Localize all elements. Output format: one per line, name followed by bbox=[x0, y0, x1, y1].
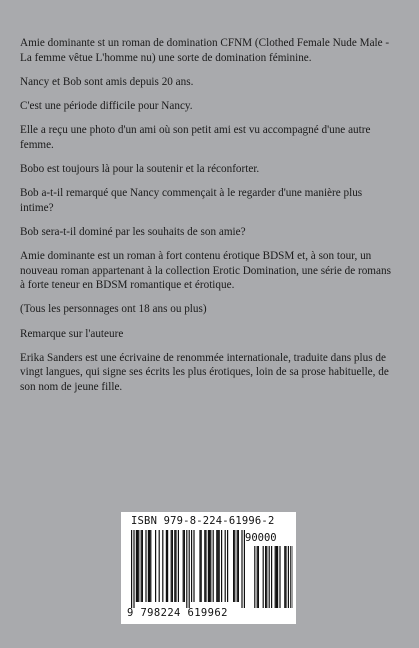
addon-bar bbox=[275, 546, 276, 608]
barcode-bar bbox=[137, 530, 138, 602]
barcode-bar bbox=[150, 530, 151, 602]
addon-bar bbox=[265, 546, 266, 608]
barcode-bar bbox=[178, 530, 179, 602]
addon-bar bbox=[277, 546, 278, 608]
barcode-bar bbox=[142, 530, 143, 602]
description-paragraph: Nancy et Bob sont amis depuis 20 ans. bbox=[20, 75, 194, 88]
barcode-bar bbox=[233, 530, 234, 602]
barcode-bar bbox=[175, 530, 176, 602]
barcode-bar bbox=[221, 530, 222, 602]
barcode-bar bbox=[191, 530, 192, 602]
barcode-digits: 9 798224 619962 bbox=[127, 607, 228, 619]
addon-bar bbox=[279, 546, 280, 608]
barcode-bar bbox=[186, 530, 187, 608]
barcode-bar bbox=[136, 530, 137, 602]
barcode-bar bbox=[183, 530, 184, 602]
description-paragraph: Bob sera-t-il dominé par les souhaits de son amie? bbox=[20, 225, 246, 238]
barcode-bar bbox=[225, 530, 226, 602]
price-code: 90000 bbox=[245, 532, 277, 544]
barcode-bar bbox=[171, 530, 172, 602]
barcode-bar bbox=[237, 530, 238, 602]
barcode-bar bbox=[234, 530, 235, 602]
barcode-bar bbox=[217, 530, 218, 602]
barcode-bar bbox=[131, 530, 132, 608]
barcode-bar bbox=[219, 530, 220, 602]
barcode-bar bbox=[208, 530, 209, 602]
isbn-barcode bbox=[121, 512, 296, 624]
barcode-bar bbox=[138, 530, 139, 602]
barcode-bar bbox=[159, 530, 160, 602]
addon-bar bbox=[271, 546, 272, 608]
barcode-bar bbox=[145, 530, 146, 602]
barcode-bar bbox=[241, 530, 242, 608]
description-paragraph: Elle a reçu une photo d'un ami où son petit ami est vu accompagné d'une autre femme. bbox=[20, 124, 371, 151]
barcode-bar bbox=[205, 530, 206, 602]
barcode-bar bbox=[133, 530, 134, 608]
addon-bar bbox=[284, 546, 285, 608]
addon-bar bbox=[288, 546, 289, 608]
barcode-bar bbox=[155, 530, 156, 602]
barcode-bar bbox=[172, 530, 173, 602]
addon-bar bbox=[290, 546, 291, 608]
barcode-bar bbox=[189, 530, 190, 608]
addon-bar bbox=[263, 546, 264, 608]
addon-bar bbox=[258, 546, 259, 608]
barcode-bar bbox=[167, 530, 168, 602]
description-paragraph: Amie dominante est un roman à fort contenu érotique BDSM et, à son tour, un nouveau roman appartenant à la collection Erotic Domination, une série de romans à forte teneur en BDSM romantique et érotique. bbox=[20, 250, 391, 292]
description-paragraph: Bob a-t-il remarqué que Nancy commençait à le regarder d'une manière plus intime? bbox=[20, 187, 363, 214]
barcode-bar bbox=[141, 530, 142, 602]
barcode-bar bbox=[148, 530, 149, 602]
addon-bar bbox=[254, 546, 255, 608]
back-cover-description bbox=[20, 36, 398, 404]
barcode-bar bbox=[244, 530, 245, 608]
barcode-bar bbox=[166, 530, 167, 602]
barcode-bar bbox=[210, 530, 211, 602]
barcode-bar bbox=[213, 530, 214, 602]
addon-bar bbox=[269, 546, 270, 608]
barcode-bar bbox=[227, 530, 228, 602]
author-note-heading: Remarque sur l'auteure bbox=[20, 327, 124, 340]
isbn-label: ISBN 979-8-224-61996-2 bbox=[131, 515, 275, 527]
barcode-bar bbox=[201, 530, 202, 602]
addon-bar bbox=[266, 546, 267, 608]
barcode-bar bbox=[184, 530, 185, 602]
barcode-bar bbox=[209, 530, 210, 602]
barcode-bar bbox=[174, 530, 175, 602]
barcode-bar bbox=[193, 530, 194, 602]
barcode-bars bbox=[125, 530, 293, 610]
author-note-paragraph: Erika Sanders est une écrivaine de renommée internationale, traduite dans plus de vingt langues, qui signe ses écrits les plus érotiques, loin de sa prose habituelle, de son nom de jeune fille. bbox=[20, 351, 389, 394]
addon-bar bbox=[257, 546, 258, 608]
description-paragraph: C'est une période difficile pour Nancy. bbox=[20, 99, 193, 112]
description-paragraph: Bobo est toujours là pour la soutenir et la réconforter. bbox=[20, 162, 260, 175]
description-paragraph: (Tous les personnages ont 18 ans ou plus) bbox=[20, 303, 207, 316]
barcode-bar bbox=[238, 530, 239, 602]
barcode-bar bbox=[162, 530, 163, 602]
addon-bar bbox=[285, 546, 286, 608]
description-paragraph: Amie dominante st un roman de domination CFNM (Clothed Female Nude Male - La femme vêtue L'homme nu) une sorte de domination féminine. bbox=[20, 37, 390, 64]
barcode-bar bbox=[149, 530, 150, 602]
addon-bar bbox=[276, 546, 277, 608]
barcode-bar bbox=[204, 530, 205, 602]
barcode-bar bbox=[216, 530, 217, 602]
barcode-bar bbox=[199, 530, 200, 602]
